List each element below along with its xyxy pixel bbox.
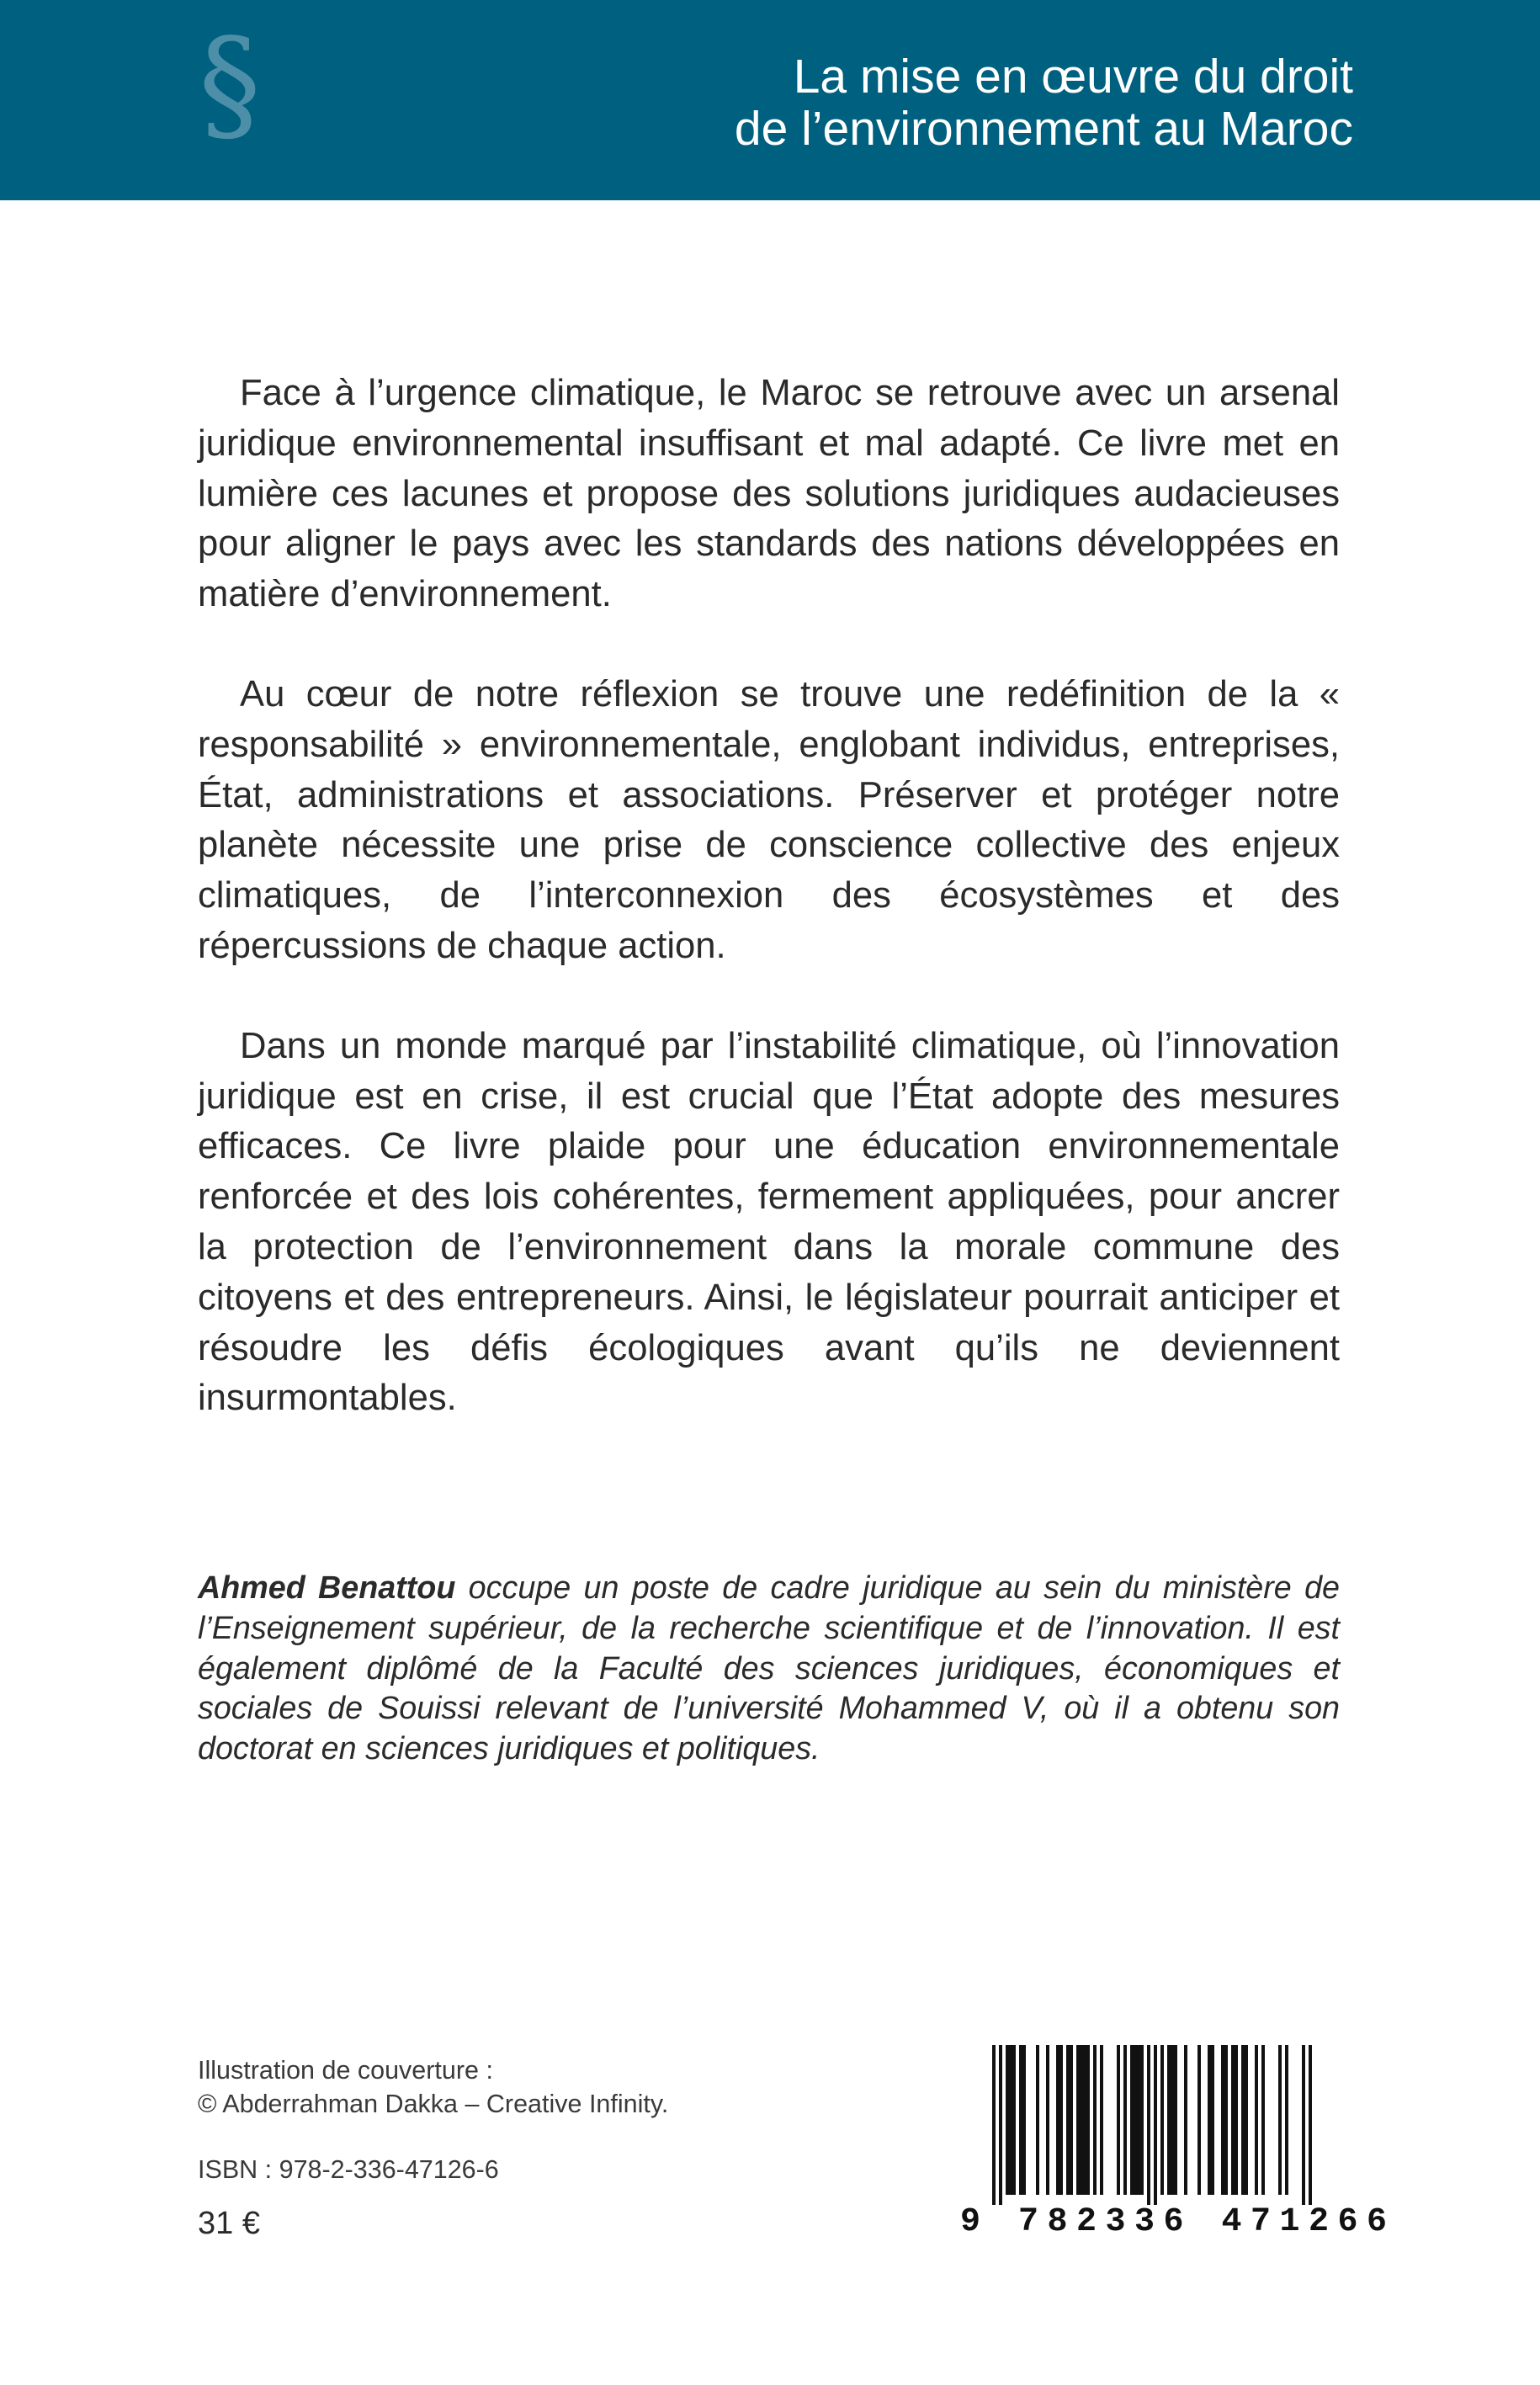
author-name: Ahmed Benattou [198, 1570, 456, 1605]
barcode-bar [1211, 2045, 1214, 2195]
barcode-bar [1083, 2045, 1086, 2195]
barcode-digits: 9 782336 471266 [960, 2203, 1396, 2241]
isbn: ISBN : 978-2-336-47126-6 [198, 2155, 499, 2184]
credits-label: Illustration de couverture : [198, 2056, 493, 2085]
barcode-bar [1056, 2045, 1059, 2195]
author-bio-text: occupe un poste de cadre juridique au sein du ministère de l’Enseignement supérieur, de la recherche scientifique et de l’innovation. Il est également diplômé de la Faculté des sciences juridiques, économiques et sociales de Souissi relevant de l’université Mohammed V, où il a obtenu son doctorat en sciences juridiques et politiques. [198, 1570, 1341, 1766]
barcode-bar [1184, 2045, 1187, 2195]
book-title-line-2: de l’environnement au Maroc [734, 102, 1353, 156]
barcode-bar [1309, 2045, 1312, 2205]
barcode-bar [1022, 2045, 1026, 2195]
barcode-bar [1140, 2045, 1144, 2195]
barcode-bar [1221, 2045, 1224, 2195]
barcode-bar [1235, 2045, 1238, 2195]
barcode-bar [1208, 2045, 1211, 2195]
barcode-bar [1134, 2045, 1137, 2195]
isbn-barcode [960, 2045, 1396, 2243]
barcode-bar [1302, 2045, 1305, 2205]
barcode-bar [1197, 2045, 1201, 2195]
barcode-bar [1006, 2045, 1009, 2195]
barcode-bar [1019, 2045, 1022, 2195]
barcode-bar [1046, 2045, 1049, 2195]
barcode-bar [1117, 2045, 1120, 2195]
barcode-bar [1224, 2045, 1228, 2195]
back-cover-blurb [198, 369, 1340, 1474]
barcode-bar [1093, 2045, 1097, 2195]
barcode-bar [1245, 2045, 1248, 2195]
barcode-bars [960, 2045, 1339, 2205]
barcode-bar [1174, 2045, 1177, 2195]
barcode-bar [1231, 2045, 1235, 2195]
barcode-bar [1130, 2045, 1134, 2195]
price: 31 € [198, 2206, 260, 2241]
barcode-bar [1241, 2045, 1245, 2195]
barcode-bar [1059, 2045, 1063, 2195]
barcode-bar [1100, 2045, 1103, 2195]
barcode-bar [1160, 2045, 1164, 2195]
barcode-bar [1147, 2045, 1150, 2205]
blurb-paragraph-2: Au cœur de notre réflexion se trouve une redéfinition de la « responsabilité » environnementale, englobant individus, entreprises, État, administrations et associations. Préserver et protéger notre planète nécessite une prise de conscience collective des enjeux climatiques, de l’interconnexion des écosystèmes et des répercussions de chaque action. [198, 673, 1340, 966]
cover-credits [198, 2053, 668, 2121]
book-title-line-1: La mise en œuvre du droit [793, 50, 1353, 104]
barcode-bar [1066, 2045, 1070, 2195]
barcode-bar [1080, 2045, 1083, 2195]
barcode-bar [1086, 2045, 1090, 2195]
barcode-bar [1012, 2045, 1016, 2195]
barcode-bar [1009, 2045, 1012, 2195]
book-title [427, 50, 1353, 155]
section-sign-icon: § [199, 12, 261, 157]
barcode-bar [1167, 2045, 1171, 2195]
barcode-bar [992, 2045, 996, 2205]
credits-value: © Abderrahman Dakka – Creative Infinity. [198, 2090, 669, 2118]
barcode-bar [1171, 2045, 1174, 2195]
barcode-bar [1137, 2045, 1140, 2195]
barcode-bar [1255, 2045, 1258, 2195]
author-bio [198, 1568, 1340, 1769]
barcode-bar [1285, 2045, 1288, 2195]
barcode-bar [1154, 2045, 1157, 2205]
barcode-bar [1036, 2045, 1039, 2195]
barcode-bar [1070, 2045, 1073, 2195]
barcode-bar [1123, 2045, 1127, 2195]
barcode-bar [1278, 2045, 1282, 2195]
blurb-paragraph-3: Dans un monde marqué par l’instabilité climatique, où l’innovation juridique est en crise, il est crucial que l’État adopte des mesures efficaces. Ce livre plaide pour une éducation environnementale renforcée et des lois cohérentes, fermement appliquées, pour ancrer la protection de l’environnement dans la morale commune des citoyens et des entrepreneurs. Ainsi, le législateur pourrait anticiper et résoudre les défis écologiques avant qu’ils ne deviennent insurmontables. [198, 1025, 1340, 1419]
cover-header [0, 0, 1540, 200]
blurb-paragraph-1: Face à l’urgence climatique, le Maroc se retrouve avec un arsenal juridique environnemental insuffisant et mal adapté. Ce livre met en lumière ces lacunes et propose des solutions juridiques audacieuses pour aligner le pays avec les standards des nations développées en matière d’environnement. [198, 373, 1340, 615]
barcode-bar [999, 2045, 1002, 2205]
barcode-bar [1076, 2045, 1080, 2195]
barcode-bar [1261, 2045, 1265, 2195]
